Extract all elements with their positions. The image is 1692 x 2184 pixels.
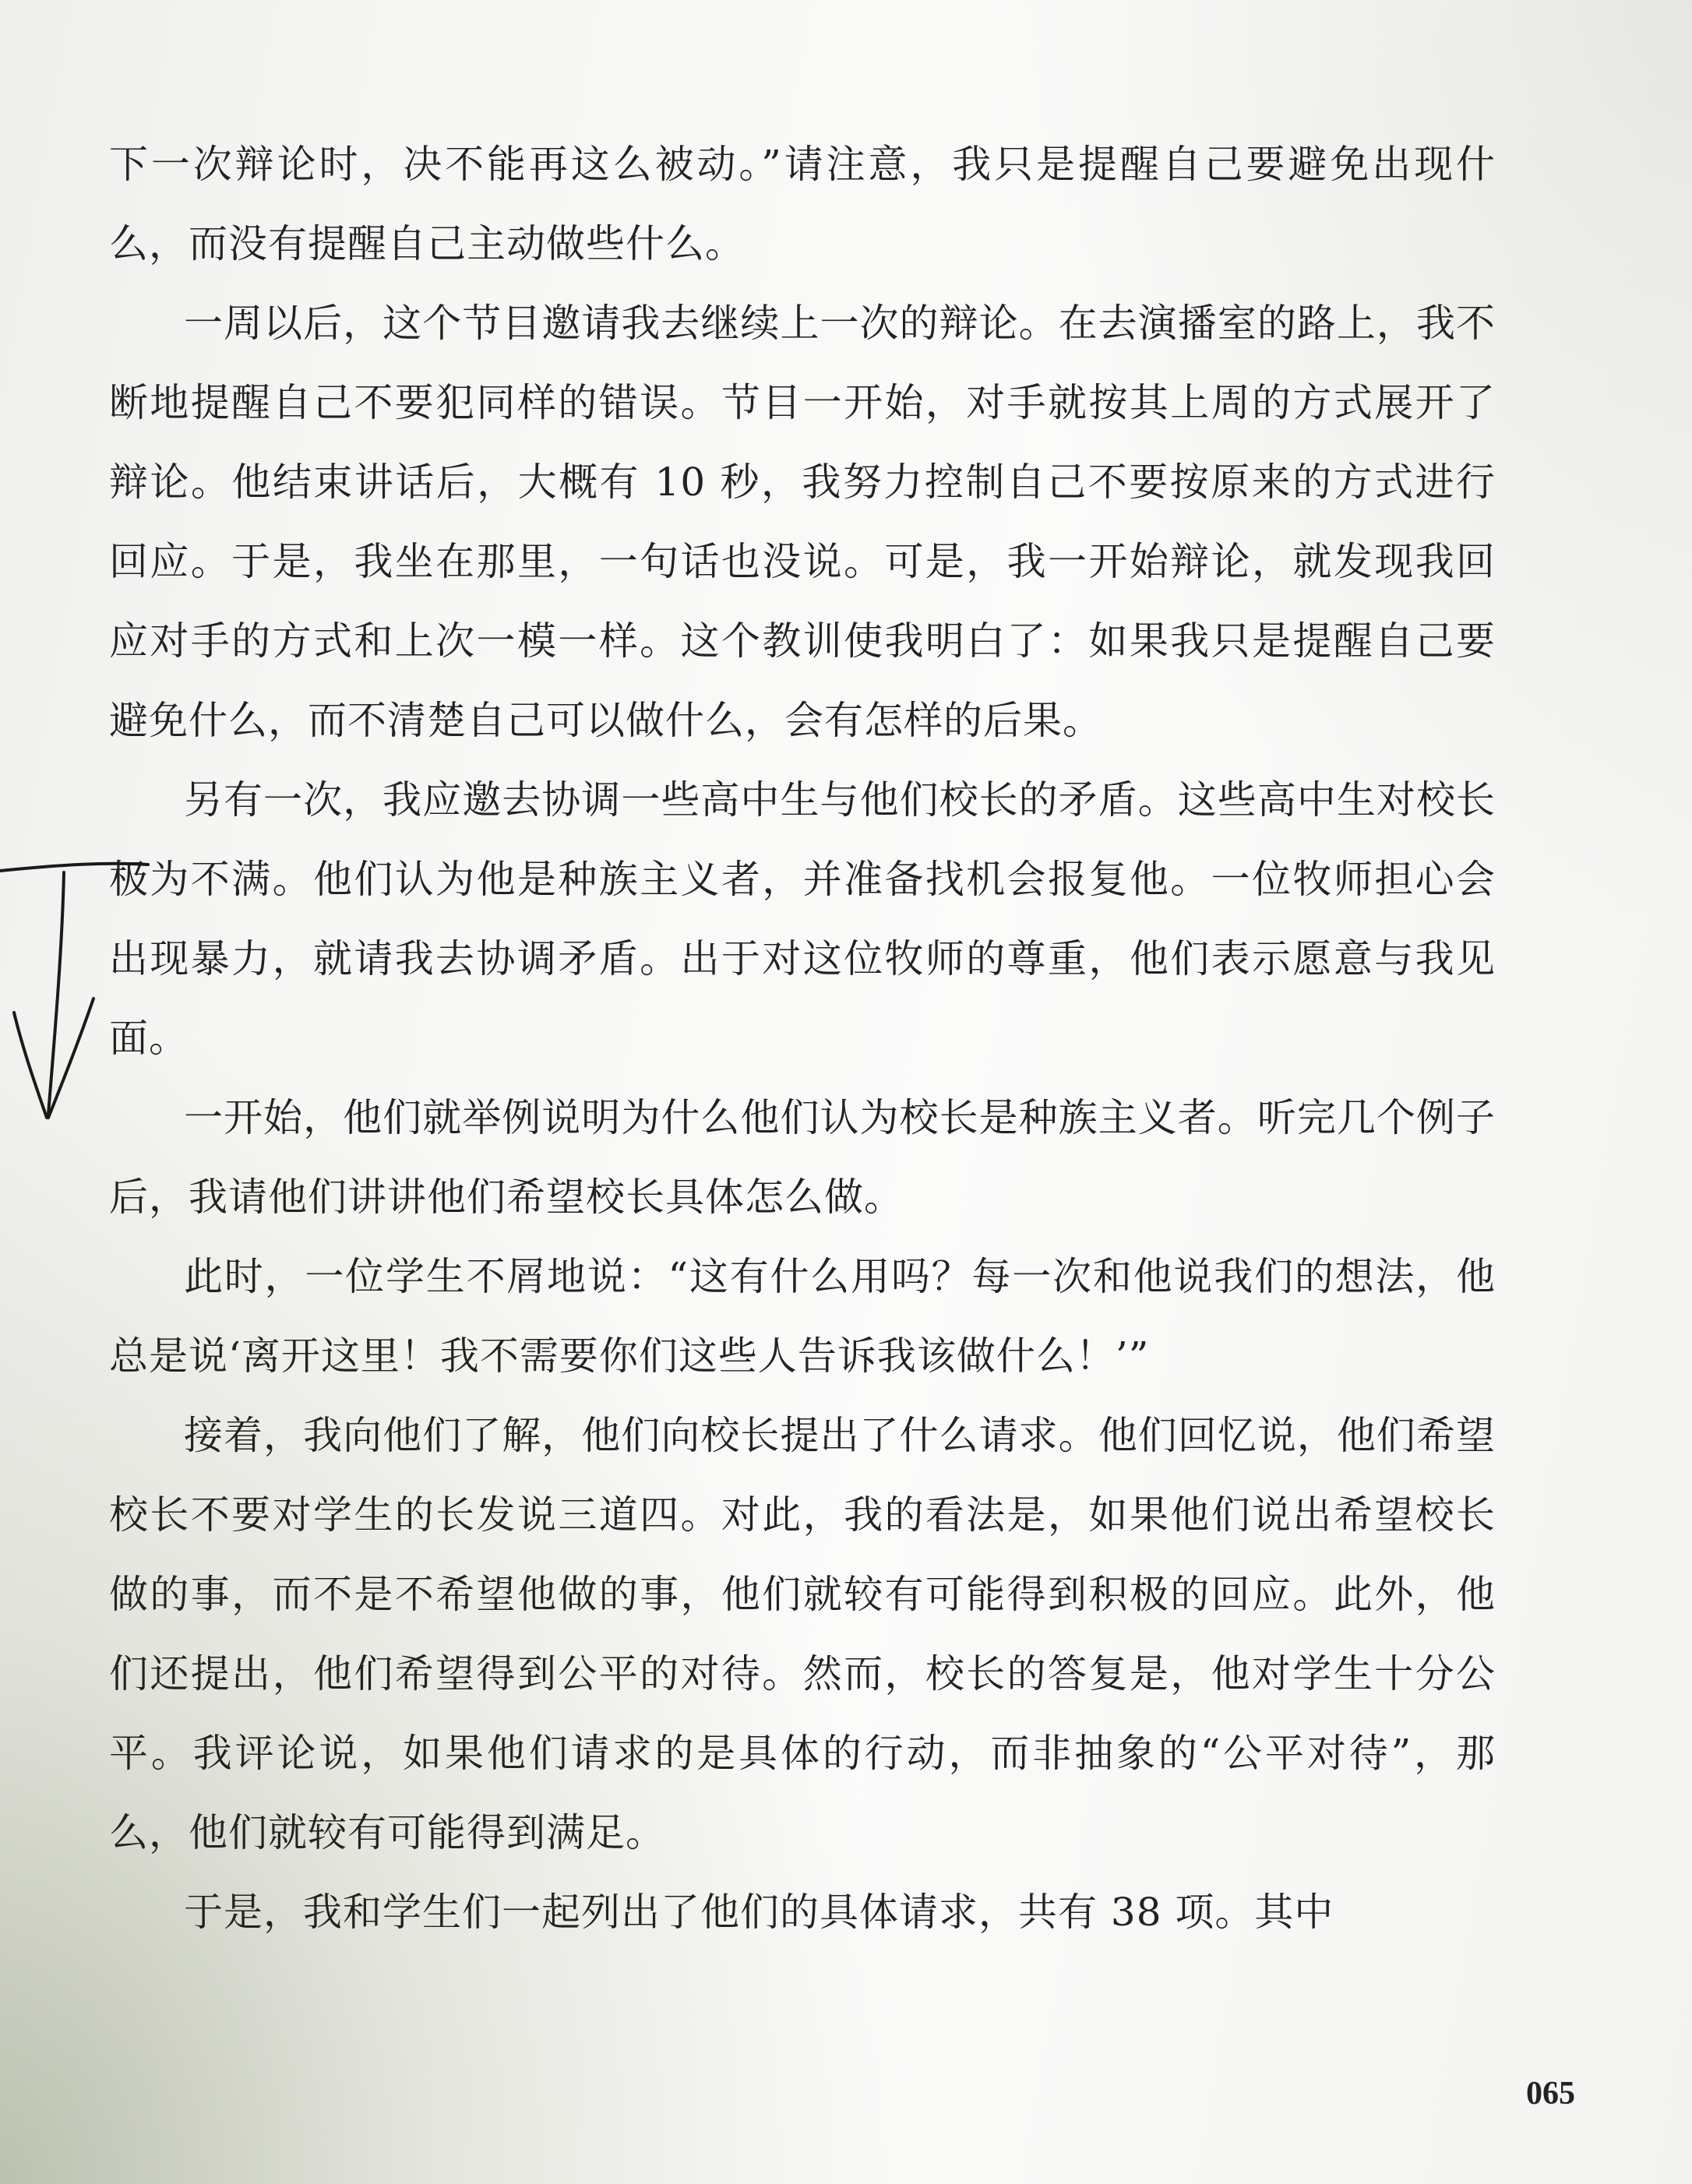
paragraph: 另有一次，我应邀去协调一些高中生与他们校长的矛盾。这些高中生对校长极为不满。他们认为他是种族主义者，并准备找机会报复他。一位牧师担心会出现暴力，就请我去协调矛盾。出于对这位牧师的尊重，他们表示愿意与我见面。 <box>109 777 1496 1061</box>
paragraph: 接着，我向他们了解，他们向校长提出了什么请求。他们回忆说，他们希望校长不要对学生的长发说三道四。对此，我的看法是，如果他们说出希望校长做的事，而不是不希望他做的事，他们就较有可能得到积极的回应。此外，他们还提出，他们希望得到公平的对待。然而，校长的答复是，他对学生十分公平。我评论说，如果他们请求的是具体的行动，而非抽象的“公平对待”，那么，他们就较有可能得到满足。 <box>109 1413 1496 1855</box>
paragraph: 于是，我和学生们一起列出了他们的具体请求，共有 38 项。其中 <box>184 1890 1334 1935</box>
paragraph: 下一次辩论时，决不能再这么被动。”请注意，我只是提醒自己要避免出现什么，而没有提醒自己主动做些什么。 <box>109 142 1496 266</box>
paragraph: 此时，一位学生不屑地说：“这有什么用吗？每一次和他说我们的想法，他总是说‘离开这里！我不需要你们这些人告诉我该做什么！’” <box>109 1254 1496 1379</box>
paragraph: 一周以后，这个节目邀请我去继续上一次的辩论。在去演播室的路上，我不断地提醒自己不要犯同样的错误。节目一开始，对手就按其上周的方式展开了辩论。他结束讲话后，大概有 10 秒，我努力控制自己不要按原来的方式进行回应。于是，我坐在那里，一句话也没说。可是，我一开始辩论，就发现我回应对手的方式和上次一模一样。这个教训使我明白了：如果我只是提醒自己要避免什么，而不清楚自己可以做什么，会有怎样的后果。 <box>109 301 1496 743</box>
body-text <box>109 125 1496 1952</box>
page-number: 065 <box>1526 2076 1575 2112</box>
paragraph: 一开始，他们就举例说明为什么他们认为校长是种族主义者。听完几个例子后，我请他们讲讲他们希望校长具体怎么做。 <box>109 1095 1496 1220</box>
handwritten-arrow-mark <box>0 833 164 1145</box>
